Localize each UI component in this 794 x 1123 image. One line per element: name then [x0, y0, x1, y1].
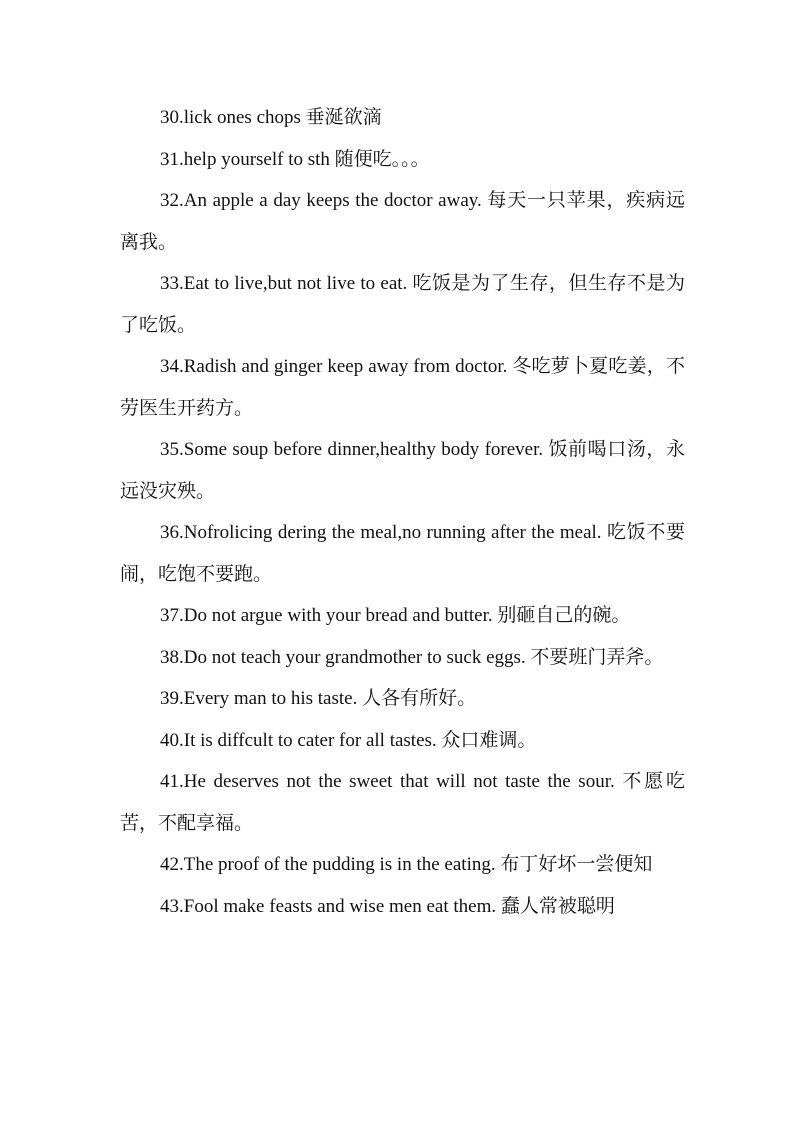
paragraph-36: 36.Nofrolicing dering the meal,no running after the meal. 吃饭不要闹，吃饱不要跑。: [120, 522, 685, 585]
paragraph-42: 42.The proof of the pudding is in the eating. 布丁好坏一尝便知: [160, 854, 653, 875]
paragraph-34: 34.Radish and ginger keep away from doctor. 冬吃萝卜夏吃姜，不劳医生开药方。: [120, 356, 685, 419]
paragraph-32: 32.An apple a day keeps the doctor away. 每天一只苹果，疾病远离我。: [120, 190, 685, 253]
paragraph-35: 35.Some soup before dinner,healthy body forever. 饭前喝口汤，永远没灾殃。: [120, 439, 685, 502]
paragraph-33: 33.Eat to live,but not live to eat. 吃饭是为了生存，但生存不是为了吃饭。: [120, 273, 685, 336]
paragraph-43: 43.Fool make feasts and wise men eat them. 蠢人常被聪明: [160, 895, 615, 917]
paragraph-37: 37.Do not argue with your bread and butter. 别砸自己的碗。: [160, 605, 631, 626]
paragraph-38: 38.Do not teach your grandmother to suck eggs. 不要班门弄斧。: [160, 646, 664, 668]
document-page: [120, 97, 685, 927]
paragraph-39: 39.Every man to his taste. 人各有所好。: [160, 688, 477, 709]
paragraph-31: 31.help yourself to sth 随便吃。。。: [160, 148, 430, 170]
paragraph-30: 30.lick ones chops 垂涎欲滴: [160, 107, 382, 128]
paragraph-41: 41.He deserves not the sweet that will not taste the sour. 不愿吃苦，不配享福。: [120, 771, 685, 834]
paragraph-40: 40.It is diffcult to cater for all tastes. 众口难调。: [160, 729, 537, 751]
